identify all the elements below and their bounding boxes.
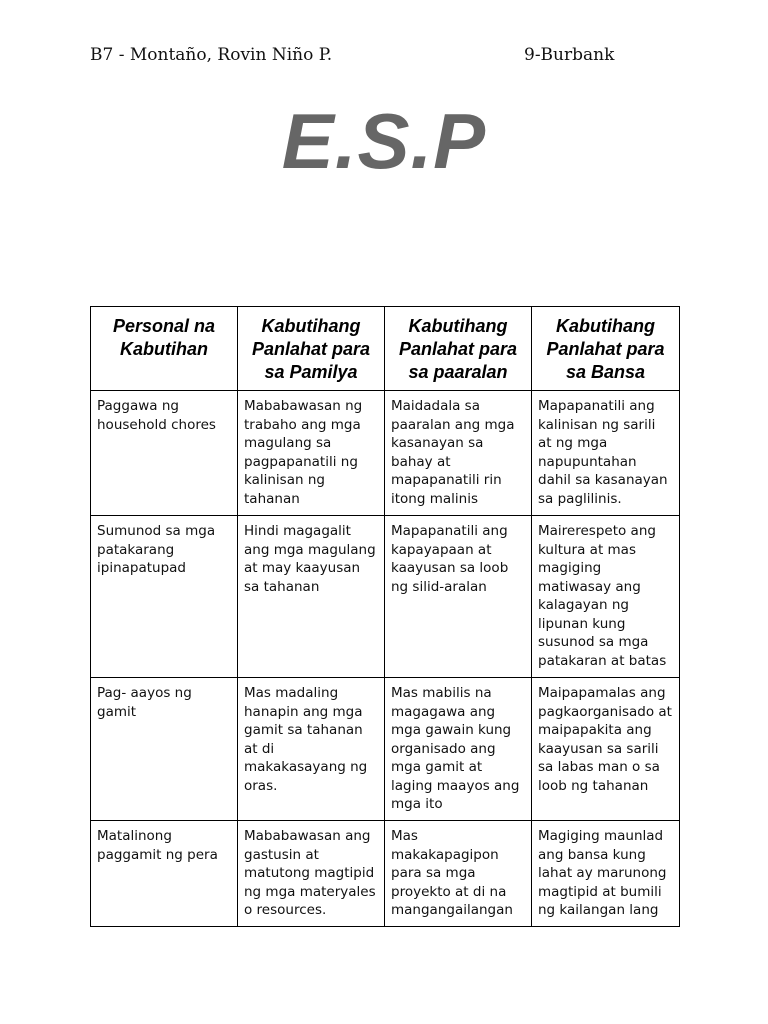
table-cell: Paggawa ng household chores bbox=[91, 391, 238, 516]
table-row bbox=[91, 678, 680, 821]
table-cell: Mairerespeto ang kultura at mas magiging matiwasay ang kalagayan ng lipunan kung susunod sa mga patakaran at batas bbox=[532, 516, 680, 678]
table-cell: Mapapanatili ang kalinisan ng sarili at ng mga napupuntahan dahil sa kasanayan sa paglilinis. bbox=[532, 391, 680, 516]
column-header-bansa: Kabutihang Panlahat para sa Bansa bbox=[532, 307, 680, 391]
section-name: 9-Burbank bbox=[524, 45, 615, 65]
table-cell: Maidadala sa paaralan ang mga kasanayan sa bahay at mapapanatili rin itong malinis bbox=[385, 391, 532, 516]
student-name: B7 - Montaño, Rovin Niño P. bbox=[90, 45, 333, 65]
table-cell: Hindi magagalit ang mga magulang at may kaayusan sa tahanan bbox=[238, 516, 385, 678]
table-row bbox=[91, 391, 680, 516]
table-row bbox=[91, 821, 680, 927]
table-row bbox=[91, 516, 680, 678]
esp-table bbox=[90, 306, 680, 927]
table-cell: Mas madaling hanapin ang mga gamit sa tahanan at di makakasayang ng oras. bbox=[238, 678, 385, 821]
table-cell: Mapapanatili ang kapayapaan at kaayusan sa loob ng silid-aralan bbox=[385, 516, 532, 678]
table-cell: Mas makakapagipon para sa mga proyekto at di na mangangailangan bbox=[385, 821, 532, 927]
column-header-paaralan: Kabutihang Panlahat para sa paaralan bbox=[385, 307, 532, 391]
table-header-row bbox=[91, 307, 680, 391]
table-cell: Maipapamalas ang pagkaorganisado at maipapakita ang kaayusan sa sarili sa labas man o sa loob ng tahanan bbox=[532, 678, 680, 821]
page-title: E.S.P bbox=[281, 97, 487, 185]
table-cell: Mas mabilis na magagawa ang mga gawain kung organisado ang mga gamit at laging maayos ang mga ito bbox=[385, 678, 532, 821]
table-cell: Mababawasan ng trabaho ang mga magulang sa pagpapanatili ng kalinisan ng tahanan bbox=[238, 391, 385, 516]
table-cell: Pag- aayos ng gamit bbox=[91, 678, 238, 821]
column-header-pamilya: Kabutihang Panlahat para sa Pamilya bbox=[238, 307, 385, 391]
table-cell: Magiging maunlad ang bansa kung lahat ay marunong magtipid at bumili ng kailangan lang bbox=[532, 821, 680, 927]
table-cell: Mababawasan ang gastusin at matutong magtipid ng mga materyales o resources. bbox=[238, 821, 385, 927]
column-header-personal: Personal na Kabutihan bbox=[91, 307, 238, 391]
table-cell: Matalinong paggamit ng pera bbox=[91, 821, 238, 927]
table-cell: Sumunod sa mga patakarang ipinapatupad bbox=[91, 516, 238, 678]
